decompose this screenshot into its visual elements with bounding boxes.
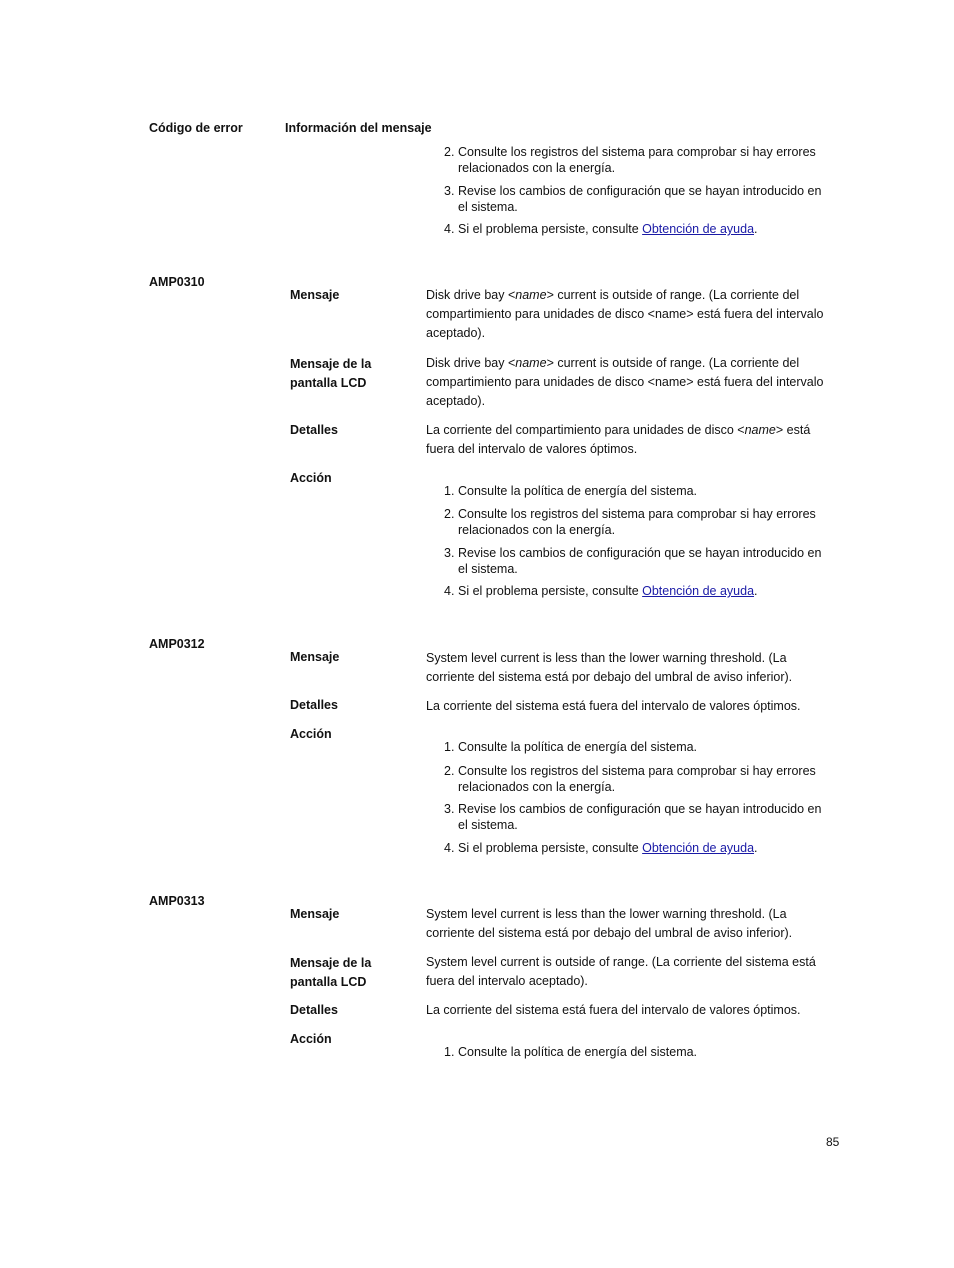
mensaje-text: System level current is less than the lower warning threshold. (La corriente del sistema está por debajo del umbral de aviso inferior). xyxy=(426,907,793,940)
list-item: 2. Consulte los registros del sistema para comprobar si hay errores relacionados con la energía. xyxy=(444,507,816,537)
detalles-text: La corriente del compartimiento para unidades de disco <name> está fuera del intervalo de valores óptimos. xyxy=(426,423,811,456)
detalles-text: La corriente del sistema está fuera del intervalo de valores óptimos. xyxy=(426,699,801,713)
help-link[interactable]: Obtención de ayuda xyxy=(642,222,755,236)
help-link[interactable]: Obtención de ayuda xyxy=(642,584,755,598)
list-item: 3. Revise los cambios de configuración que se hayan introducido en el sistema. xyxy=(444,802,822,832)
column-header-message-info: Información del mensaje xyxy=(285,121,432,135)
lcd-label: Mensaje de la pantalla LCD xyxy=(290,956,372,989)
list-item: 1. Consulte la política de energía del sistema. xyxy=(444,1045,698,1059)
list-item: 3. Revise los cambios de configuración que se hayan introducido en el sistema. xyxy=(444,184,822,214)
list-item: 4. Si el problema persiste, consulte Obtención de ayuda. xyxy=(444,841,758,855)
detalles-label: Detalles xyxy=(290,423,338,437)
lcd-text: Disk drive bay <name> current is outside of range. (La corriente del compartimiento para unidades de disco <name> está fuera del intervalo aceptado). xyxy=(426,356,824,408)
detalles-text: La corriente del sistema está fuera del intervalo de valores óptimos. xyxy=(426,1003,801,1017)
list-item: 3. Revise los cambios de configuración que se hayan introducido en el sistema. xyxy=(444,546,822,576)
accion-label: Acción xyxy=(290,727,332,741)
detalles-label: Detalles xyxy=(290,1003,338,1017)
list-item: 1. Consulte la política de energía del sistema. xyxy=(444,484,698,498)
mensaje-text: System level current is less than the lower warning threshold. (La corriente del sistema está por debajo del umbral de aviso inferior). xyxy=(426,651,793,684)
mensaje-label: Mensaje xyxy=(290,907,340,921)
list-item: 2. Consulte los registros del sistema para comprobar si hay errores relacionados con la energía. xyxy=(444,145,816,175)
lcd-label: Mensaje de la pantalla LCD xyxy=(290,357,372,390)
error-code: AMP0310 xyxy=(149,275,205,289)
column-header-error-code: Código de error xyxy=(149,121,243,135)
detalles-label: Detalles xyxy=(290,698,338,712)
error-code: AMP0312 xyxy=(149,637,205,651)
list-item: 2. Consulte los registros del sistema para comprobar si hay errores relacionados con la energía. xyxy=(444,764,816,794)
mensaje-text: Disk drive bay <name> current is outside of range. (La corriente del compartimiento para unidades de disco <name> está fuera del intervalo aceptado). xyxy=(426,288,824,340)
mensaje-label: Mensaje xyxy=(290,288,340,302)
accion-label: Acción xyxy=(290,471,332,485)
mensaje-label: Mensaje xyxy=(290,650,340,664)
list-item: 4. Si el problema persiste, consulte Obtención de ayuda. xyxy=(444,222,758,236)
page-number: 85 xyxy=(826,1135,840,1149)
accion-label: Acción xyxy=(290,1032,332,1046)
help-link[interactable]: Obtención de ayuda xyxy=(642,841,755,855)
lcd-text: System level current is outside of range. (La corriente del sistema está fuera del intervalo aceptado). xyxy=(426,955,816,988)
error-code: AMP0313 xyxy=(149,894,205,908)
list-item: 4. Si el problema persiste, consulte Obtención de ayuda. xyxy=(444,584,758,598)
list-item: 1. Consulte la política de energía del sistema. xyxy=(444,740,698,754)
